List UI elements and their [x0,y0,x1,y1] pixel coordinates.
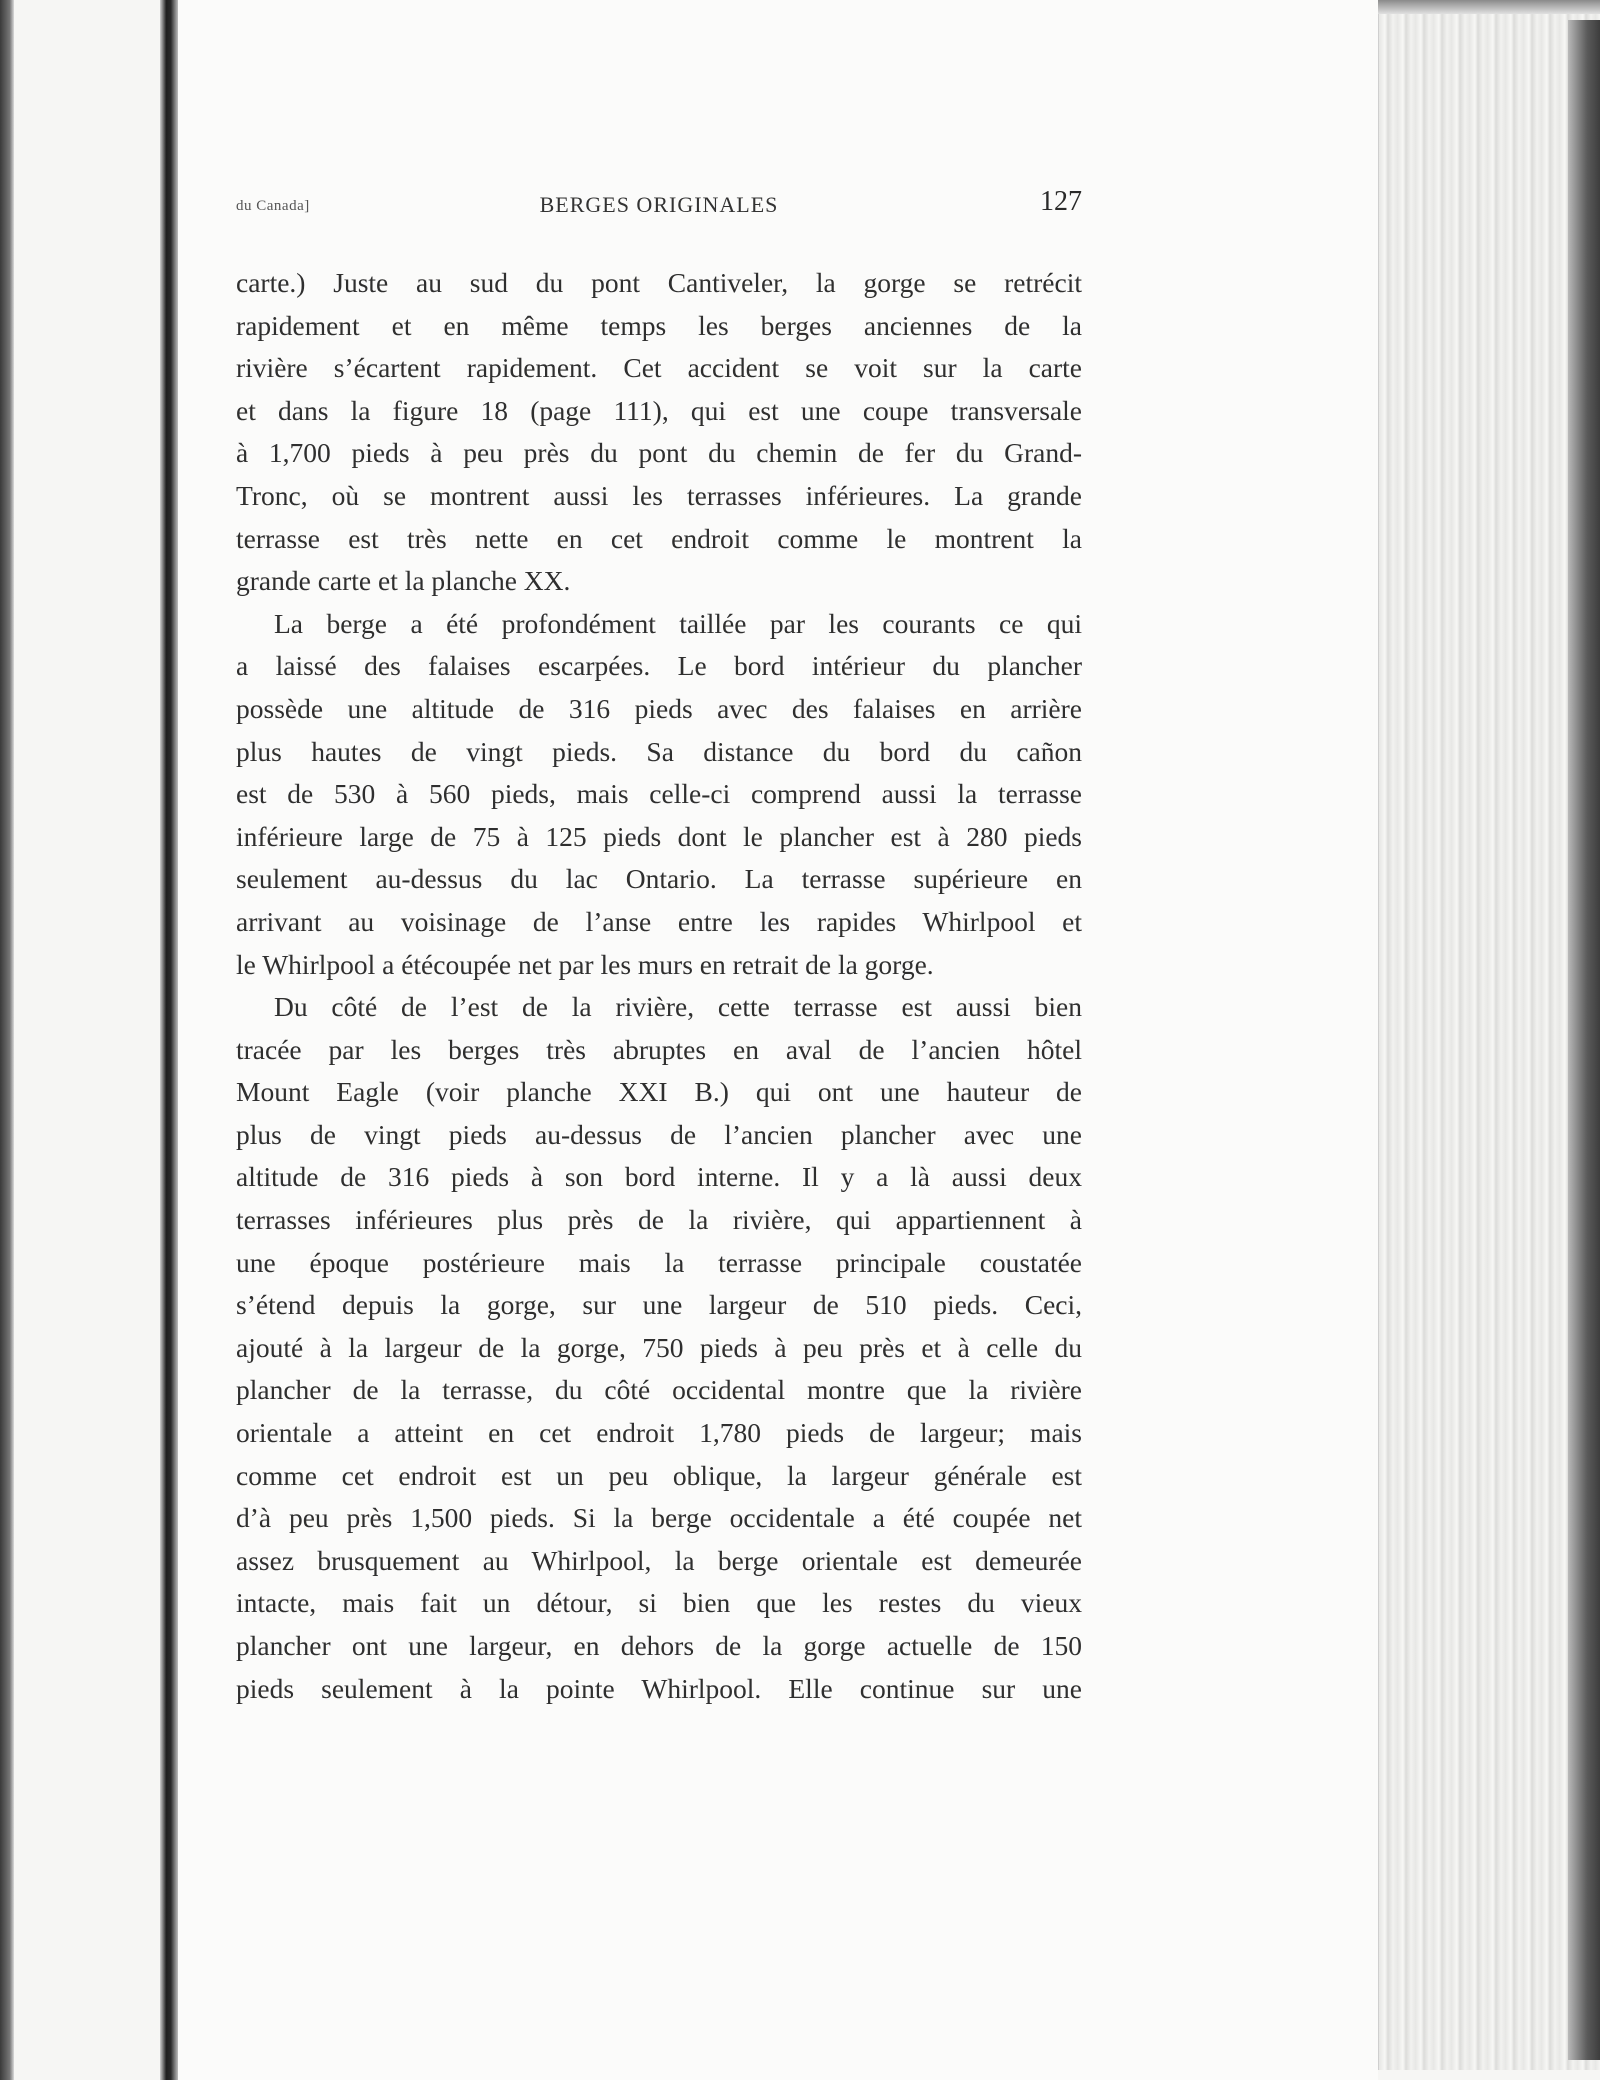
text-line: La berge a été profondément taillée par les courants ce qui [274,607,1082,639]
text-line: inférieure large de 75 à 125 pieds dont le plancher est à 280 pieds [236,820,1082,852]
text-line: rapidement et en même temps les berges anciennes de la [236,309,1082,341]
text-line: seulement au-dessus du lac Ontario. La terrasse supérieure en [236,863,1082,895]
text-line: altitude de 316 pieds à son bord interne. Il y a là aussi deux [236,1161,1082,1193]
page-edges-stack [1378,10,1600,2070]
text-line: plus hautes de vingt pieds. Sa distance du bord du cañon [236,735,1082,767]
paragraph-3 [236,986,1082,1710]
text-line: a laissé des falaises escarpées. Le bord intérieur du plancher [236,650,1082,682]
running-head-left: du Canada] [236,198,310,214]
text-line: intacte, mais fait un détour, si bien que les restes du vieux [236,1587,1082,1619]
scan-border-left [0,0,14,2080]
text-line: possède une altitude de 316 pieds avec des falaises en arrière [236,692,1082,724]
text-line: à 1,700 pieds à peu près du pont du chemin de fer du Grand- [236,437,1082,469]
text-line: arrivant au voisinage de l’anse entre les rapides Whirlpool et [236,905,1082,937]
book-gutter [160,0,178,2080]
paragraph-1 [236,262,1082,603]
text-line: est de 530 à 560 pieds, mais celle-ci comprend aussi la terrasse [236,778,1082,810]
text-line: carte.) Juste au sud du pont Cantiveler, la gorge se retrécit [236,267,1082,298]
text-line: et dans la figure 18 (page 111), qui est une coupe transversale [236,394,1082,426]
text-line: assez brusquement au Whirlpool, la berge orientale est demeurée [236,1544,1082,1576]
text-line: Du côté de l’est de la rivière, cette terrasse est aussi bien [274,991,1082,1023]
text-line: ajouté à la largeur de la gorge, 750 pieds à peu près et à celle du [236,1331,1082,1363]
page-number: 127 [1040,186,1082,217]
text-line: plus de vingt pieds au-dessus de l’ancien plancher avec une [236,1118,1082,1150]
text-line: orientale a atteint en cet endroit 1,780 pieds de largeur; mais [236,1417,1082,1449]
text-line: s’étend depuis la gorge, sur une largeur de 510 pieds. Ceci, [236,1289,1082,1321]
text-line: Mount Eagle (voir planche XXI B.) qui ont une hauteur de [236,1076,1082,1108]
paragraph-2 [236,603,1082,986]
text-line: pieds seulement à la pointe Whirlpool. Elle continue sur une [236,1672,1082,1704]
text-line: comme cet endroit est un peu oblique, la largeur générale est [236,1459,1082,1491]
text-line: le Whirlpool a étécoupée net par les murs en retrait de la gorge. [236,948,934,980]
running-head [236,186,1082,224]
text-line: rivière s’écartent rapidement. Cet accident se voit sur la carte [236,352,1082,384]
text-line: plancher ont une largeur, en dehors de la gorge actuelle de 150 [236,1630,1082,1661]
text-line: terrasses inférieures plus près de la rivière, qui appartiennent à [236,1204,1082,1236]
body-text [236,262,1082,1710]
text-line: terrasse est très nette en cet endroit comme le montrent la [236,522,1082,554]
text-line: Tronc, où se montrent aussi les terrasses inférieures. La grande [236,479,1082,511]
book-cover-edge [1568,20,1600,2060]
text-line: une époque postérieure mais la terrasse principale coustatée [236,1246,1082,1278]
text-line: d’à peu près 1,500 pieds. Si la berge occidentale a été coupée net [236,1502,1082,1534]
running-head-title: BERGES ORIGINALES [539,192,779,217]
text-line: tracée par les berges très abruptes en aval de l’ancien hôtel [236,1033,1082,1065]
text-line: grande carte et la planche XX. [236,565,571,597]
top-edge-shadow [1378,0,1600,14]
text-line: plancher de la terrasse, du côté occidental montre que la rivière [236,1374,1082,1406]
